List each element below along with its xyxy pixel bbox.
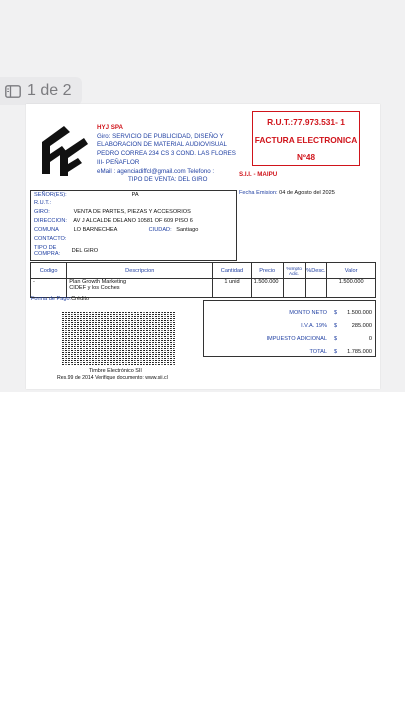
company-address: PEDRO CORREA 234 CS 3 COND. LAS FLORES [97, 150, 236, 158]
invoice-rut: R.U.T.:77.973.531- 1 [267, 117, 345, 127]
company-header [97, 124, 236, 185]
totals-value: 0 [368, 336, 372, 342]
currency-symbol: $ [334, 310, 338, 316]
client-label: DIRECCION: [34, 218, 67, 224]
page-indicator-label: 1 de 2 [27, 82, 72, 99]
totals-box [203, 300, 376, 357]
currency-symbol: $ [334, 336, 338, 342]
client-row [34, 218, 193, 224]
invoice-id-box [252, 111, 360, 166]
totals-row [204, 323, 375, 331]
client-value: LO BARNECHEA [73, 227, 118, 233]
client-value: PA [131, 192, 139, 198]
client-label: TIPO DE COMPRA: [34, 245, 61, 257]
client-city-value: Santiago [176, 227, 199, 233]
client-row [34, 192, 139, 198]
totals-label: IMPUESTO ADICIONAL [266, 336, 327, 342]
issue-date-label: Fecha Emision: [239, 190, 278, 196]
client-row [34, 209, 191, 215]
col-header: Precio [251, 263, 283, 279]
viewer-background [0, 392, 405, 720]
client-label: R.U.T.: [34, 200, 52, 206]
totals-row [204, 349, 375, 357]
item-description [67, 279, 213, 298]
item-price: 1.500.000 [251, 279, 283, 298]
client-value: VENTA DE PARTES, PIEZAS Y ACCESORIOS [73, 209, 191, 215]
stamp-caption: Timbre Electrónico SII [89, 368, 142, 374]
totals-row [204, 310, 375, 318]
totals-value: 1.785.000 [347, 349, 372, 355]
client-city-label: CIUDAD: [148, 227, 172, 233]
table-row [31, 279, 376, 298]
company-giro-line-1: Giro: SERVICIO DE PUBLICIDAD, DISEÑO Y [97, 132, 224, 140]
client-row [34, 227, 198, 233]
totals-row [204, 336, 375, 344]
client-label: GIRO: [34, 209, 50, 215]
company-city: III- PEÑAFLOR [97, 158, 140, 166]
issue-date-value: 04 de Agosto del 2025 [279, 190, 335, 196]
invoice-number: Nº48 [296, 153, 315, 162]
col-header: %Desc. [305, 263, 327, 279]
company-sale-type: TIPO DE VENTA: DEL GIRO [128, 176, 208, 184]
payment-value: Crédito [71, 296, 90, 302]
item-description-line-1: Plan Growth Marketing [69, 279, 127, 285]
col-header: Codigo [31, 263, 67, 279]
viewer-top-bar [0, 0, 405, 72]
payment-label: Forma de Pago: [31, 296, 72, 302]
client-label: COMUNA [34, 227, 59, 233]
currency-symbol: $ [334, 323, 338, 329]
client-row [34, 245, 98, 257]
sii-office: S.I.I. - MAIPU [239, 171, 278, 178]
col-header: Valor [327, 263, 376, 279]
item-tax [283, 279, 305, 298]
item-code: - [31, 279, 67, 298]
electronic-stamp-barcode [61, 311, 176, 366]
totals-label: I.V.A. 19% [301, 323, 327, 329]
client-value: AV J ALCALDE DELANO 10581 OF 609 PISO 6 [73, 218, 193, 224]
client-info-box [30, 190, 237, 261]
totals-label: TOTAL [309, 349, 327, 355]
col-header: Cantidad [213, 263, 251, 279]
totals-label: MONTO NETO [289, 310, 327, 316]
payment-method [31, 296, 89, 302]
client-value: DEL GIRO [71, 248, 99, 254]
item-value: 1.500.000 [327, 279, 376, 298]
company-giro-line-2: ELABORACION DE MATERIAL AUDIOVISUAL [97, 141, 227, 149]
item-description-line-2: CIDEF y los Coches [69, 285, 120, 291]
issue-date [239, 190, 335, 196]
items-table [30, 262, 376, 298]
col-header: Descripcion [67, 263, 213, 279]
item-discount [305, 279, 327, 298]
page-indicator[interactable] [0, 77, 82, 105]
invoice-page [26, 104, 380, 389]
col-header: %Impto Adic. [283, 263, 305, 279]
client-row [34, 200, 72, 206]
client-label: CONTACTO: [34, 236, 67, 242]
stamp-resolution: Res.99 de 2014 Verifique documento: www.sii.cl [57, 375, 168, 381]
pages-icon [5, 85, 21, 98]
client-row [34, 236, 72, 242]
item-quantity: 1 unid [213, 279, 251, 298]
company-contact: eMail : agenciadiffcl@gmail.com Telefono : [97, 167, 215, 175]
company-logo [40, 124, 90, 176]
totals-value: 1.500.000 [347, 310, 372, 316]
currency-symbol: $ [334, 349, 338, 355]
totals-value: 285.000 [351, 323, 372, 329]
company-name: HYJ SPA [97, 124, 124, 131]
invoice-type: FACTURA ELECTRONICA [254, 135, 358, 145]
client-label: SEÑOR(ES): [34, 192, 67, 198]
